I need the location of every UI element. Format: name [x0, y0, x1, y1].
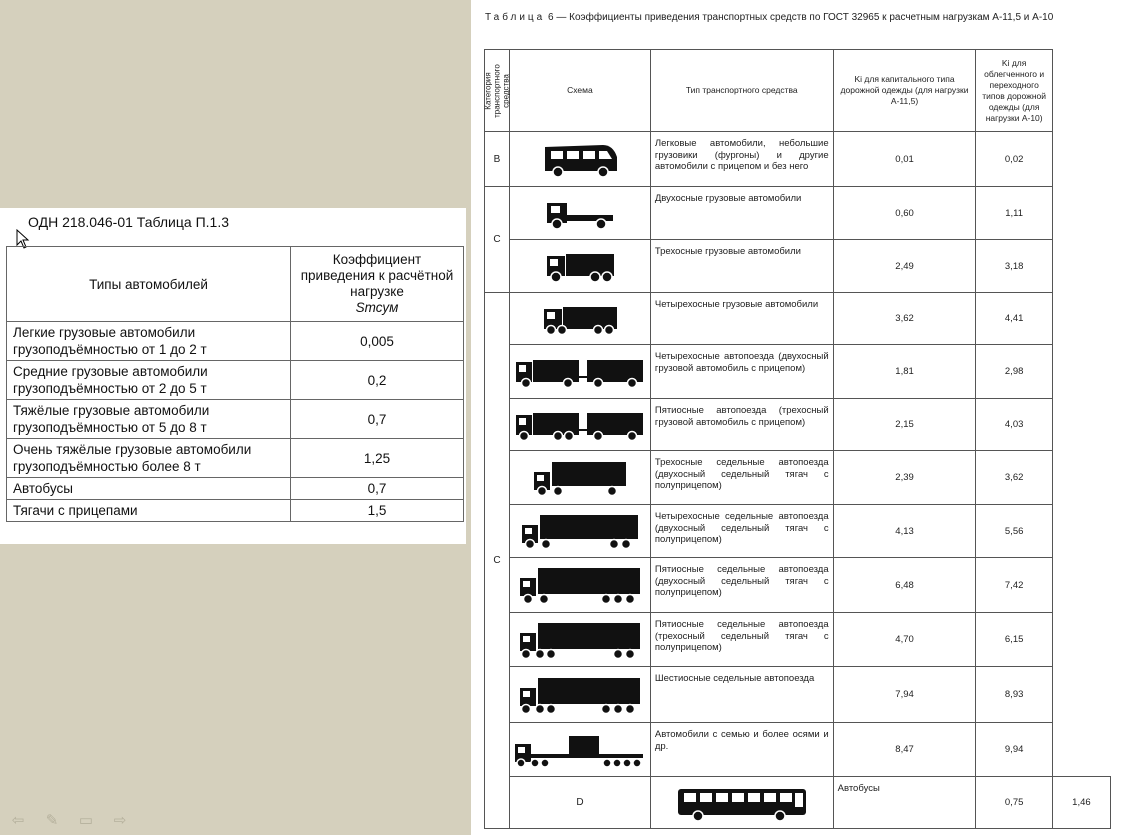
vehicle-type-cell: Автомобили с семью и более осями и др. [650, 723, 833, 777]
col-vehicle-type: Тип транспортного средства [650, 50, 833, 132]
six-axle-tractor-semitrailer-icon [516, 674, 644, 716]
minibus-icon [541, 139, 619, 179]
gost-document-page [471, 0, 1123, 835]
coefficient-cell: 0,7 [291, 400, 464, 439]
coefficient-cell: 1,5 [291, 500, 464, 522]
schema-cell [510, 293, 651, 345]
vehicle-type-cell: Пятиосные автопоезда (трехосный грузовой автомобиль с прицепом) [650, 399, 833, 451]
k-light-cell: 4,03 [976, 399, 1052, 451]
odn-table-header [7, 247, 464, 322]
slide-icon[interactable]: ▭ [78, 812, 94, 829]
vehicle-type-cell: Легкие грузовые автомобили грузоподъёмностью от 1 до 2 т [7, 322, 291, 361]
vehicle-type-cell: Очень тяжёлые грузовые автомобили грузоподъёмностью более 8 т [7, 439, 291, 478]
k-capital-cell: 2,15 [833, 399, 976, 451]
table-row [485, 399, 1111, 451]
k-capital-cell: 7,94 [833, 667, 976, 723]
k-capital-cell: 0,60 [833, 187, 976, 240]
col-coefficient-symbol: Sтсум [355, 300, 399, 315]
schema-cell [510, 723, 651, 777]
heavy-lowboy-trailer-icon [513, 730, 647, 770]
four-axle-truck-icon [540, 301, 620, 337]
col-category-label: Категория транспортного средства [483, 63, 511, 118]
schema-cell [510, 240, 651, 293]
table-row [7, 400, 464, 439]
k-light-cell: 9,94 [976, 723, 1052, 777]
k-light-cell: 0,02 [976, 132, 1052, 187]
schema-cell [510, 451, 651, 505]
table-row [485, 293, 1111, 345]
table-row [7, 478, 464, 500]
k-capital-cell: 2,49 [833, 240, 976, 293]
k-light-cell: 4,41 [976, 293, 1052, 345]
schema-cell [510, 187, 651, 240]
k-capital-cell: 0,01 [833, 132, 976, 187]
gost-table-header [485, 50, 1111, 132]
tractor-semitrailer-5-axle-icon [516, 564, 644, 606]
odn-table [6, 246, 464, 522]
schema-cell [510, 132, 651, 187]
vehicle-type-cell: Четырехосные автопоезда (двухосный грузовой автомобиль с прицепом) [650, 345, 833, 399]
table-row [7, 500, 464, 522]
schema-cell [510, 613, 651, 667]
arrow-right-icon[interactable]: ⇨ [113, 812, 127, 829]
k-capital-cell: 8,47 [833, 723, 976, 777]
col-coefficient-label: Коэффициент приведения к расчётной нагрузке [300, 252, 454, 299]
vehicle-type-cell: Шестиосные седельные автопоезда [650, 667, 833, 723]
schema-cell [510, 399, 651, 451]
col-vehicle-types: Типы автомобилей [7, 247, 291, 322]
truck-with-trailer-icon [514, 354, 646, 390]
vehicle-type-cell: Тягачи с прицепами [7, 500, 291, 522]
table-caption-prefix: Таблица [485, 12, 546, 23]
col-k-capital: Ki для капитального типа дорожной одежды (для нагрузки А-11,5) [833, 50, 976, 132]
three-axle-tractor-semitrailer-icon [516, 619, 644, 661]
coefficient-cell: 1,25 [291, 439, 464, 478]
table-row [485, 451, 1111, 505]
schema-cell [510, 558, 651, 613]
vehicle-type-cell: Четырехосные грузовые автомобили [650, 293, 833, 345]
coefficient-cell: 0,7 [291, 478, 464, 500]
vehicle-type-cell: Легковые автомобили, небольшие грузовики (фургоны) и другие автомобили с прицепом и без него [650, 132, 833, 187]
vehicle-type-cell: Четырехосные седельные автопоезда (двухосный седельный тягач с полуприцепом) [650, 505, 833, 558]
coefficient-cell: 0,2 [291, 361, 464, 400]
col-category [485, 50, 510, 132]
k-light-cell: 7,42 [976, 558, 1052, 613]
vehicle-type-cell: Автобусы [833, 777, 976, 829]
col-k-light: Ki для облегченного и переходного типов дорожной одежды (для нагрузки А-10) [976, 50, 1052, 132]
schema-cell [510, 345, 651, 399]
k-light-cell: 3,62 [976, 451, 1052, 505]
col-coefficient [291, 247, 464, 322]
k-capital-cell: 0,75 [976, 777, 1052, 829]
k-light-cell: 2,98 [976, 345, 1052, 399]
gost-coefficient-table [484, 49, 1111, 829]
k-light-cell: 6,15 [976, 613, 1052, 667]
table-caption [485, 11, 1115, 24]
table-row [485, 505, 1111, 558]
k-capital-cell: 1,81 [833, 345, 976, 399]
three-axle-truck-with-trailer-icon [514, 407, 646, 443]
k-capital-cell: 4,13 [833, 505, 976, 558]
schema-cell [650, 777, 833, 829]
k-capital-cell: 2,39 [833, 451, 976, 505]
arrow-left-icon[interactable]: ⇦ [11, 812, 25, 829]
table-caption-text: 6 — Коэффициенты приведения транспортных средств по ГОСТ 32965 к расчетным нагрузкам А-11,5 и А-10 [548, 12, 1054, 23]
pen-icon[interactable]: ✎ [45, 812, 59, 829]
category-cell: С [485, 187, 510, 293]
odn-table-panel [0, 208, 466, 544]
col-schema: Схема [510, 50, 651, 132]
vehicle-type-cell: Пятиосные седельные автопоезда (двухосный седельный тягач с полуприцепом) [650, 558, 833, 613]
table-row [485, 723, 1111, 777]
table-row [7, 361, 464, 400]
category-cell: С [485, 293, 510, 829]
vehicle-type-cell: Трехосные грузовые автомобили [650, 240, 833, 293]
k-capital-cell: 6,48 [833, 558, 976, 613]
k-light-cell: 1,46 [1052, 777, 1110, 829]
bus-icon [676, 783, 808, 823]
table-row [485, 240, 1111, 293]
presentation-toolbar [4, 810, 134, 830]
odn-table-title: ОДН 218.046-01 Таблица П.1.3 [28, 214, 229, 230]
schema-cell [510, 667, 651, 723]
category-cell: D [510, 777, 651, 829]
vehicle-type-cell: Автобусы [7, 478, 291, 500]
table-row [485, 345, 1111, 399]
vehicle-type-cell: Тяжёлые грузовые автомобили грузоподъёмностью от 5 до 8 т [7, 400, 291, 439]
table-row [7, 439, 464, 478]
k-capital-cell: 3,62 [833, 293, 976, 345]
k-capital-cell: 4,70 [833, 613, 976, 667]
table-row [485, 667, 1111, 723]
table-row [7, 322, 464, 361]
table-row [485, 187, 1111, 240]
two-axle-truck-icon [543, 195, 617, 231]
tractor-semitrailer-4-axle-icon [518, 511, 642, 551]
schema-cell [510, 505, 651, 558]
k-light-cell: 5,56 [976, 505, 1052, 558]
category-cell: В [485, 132, 510, 187]
table-row [485, 558, 1111, 613]
three-axle-truck-icon [543, 248, 617, 284]
vehicle-type-cell: Трехосные седельные автопоезда (двухосный седельный тягач с полуприцепом) [650, 451, 833, 505]
table-row [485, 777, 1111, 829]
k-light-cell: 8,93 [976, 667, 1052, 723]
vehicle-type-cell: Двухосные грузовые автомобили [650, 187, 833, 240]
tractor-semitrailer-3-axle-icon [530, 458, 630, 498]
vehicle-type-cell: Средние грузовые автомобили грузоподъёмностью от 2 до 5 т [7, 361, 291, 400]
coefficient-cell: 0,005 [291, 322, 464, 361]
k-light-cell: 1,11 [976, 187, 1052, 240]
k-light-cell: 3,18 [976, 240, 1052, 293]
table-row [485, 132, 1111, 187]
vehicle-type-cell: Пятиосные седельные автопоезда (трехосный седельный тягач с полуприцепом) [650, 613, 833, 667]
table-row [485, 613, 1111, 667]
